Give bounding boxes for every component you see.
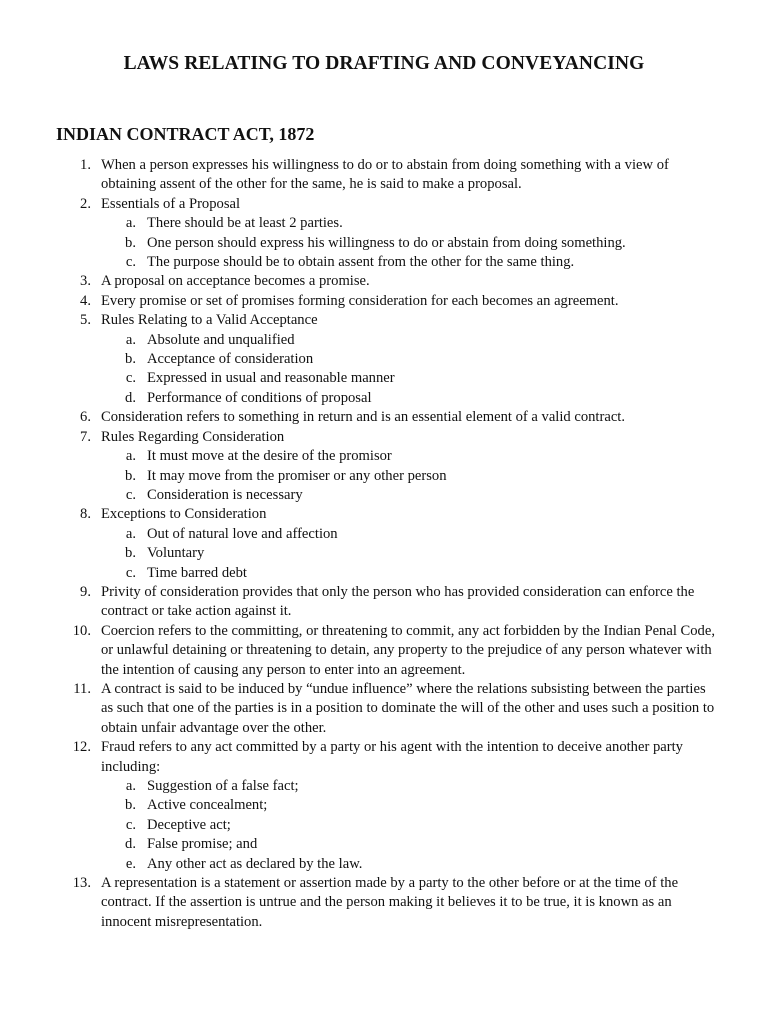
sub-item-text: Acceptance of consideration (147, 351, 314, 368)
sub-item-text: Expressed in usual and reasonable manner (147, 370, 395, 387)
item-text: A proposal on acceptance becomes a promise. (101, 273, 370, 290)
sub-list-item (101, 564, 716, 583)
list-item (0, 272, 768, 291)
sub-item-letter: b. (125, 234, 136, 251)
item-number: 11. (73, 680, 91, 697)
list-item (0, 680, 768, 738)
sub-list-item (101, 253, 716, 272)
sub-item-text: Deceptive act; (147, 816, 231, 833)
sub-item-text: Performance of conditions of proposal (147, 389, 372, 406)
list-item (0, 738, 768, 874)
sub-item-letter: a. (125, 448, 136, 465)
item-text: Essentials of a Proposal (101, 195, 241, 212)
list-item (0, 292, 768, 311)
sub-list (101, 447, 716, 505)
item-text: When a person expresses his willingness to do or to abstain from doing something with a view of obtaining assent of the other for the same, he is said to make a proposal. (101, 157, 669, 193)
sub-item-letter: c. (125, 564, 136, 581)
item-text: Consideration refers to something in return and is an essential element of a valid contract. (101, 409, 625, 426)
sub-list-item (101, 816, 716, 835)
sub-item-letter: b. (125, 797, 136, 814)
sub-list-item (101, 234, 716, 253)
item-text: Every promise or set of promises forming consideration for each becomes an agreement. (101, 292, 619, 309)
sub-list (101, 214, 716, 272)
sub-item-letter: d. (125, 389, 136, 406)
section-heading: INDIAN CONTRACT ACT, 1872 (56, 124, 315, 144)
sub-item-text: The purpose should be to obtain assent from the other for the same thing. (147, 254, 575, 271)
sub-item-text: One person should express his willingness to do or abstain from doing something. (147, 234, 626, 251)
list-item (0, 583, 768, 622)
item-number: 10. (72, 622, 91, 639)
item-number: 12. (72, 739, 91, 756)
sub-item-letter: e. (125, 855, 136, 872)
sub-item-text: Out of natural love and affection (147, 525, 338, 542)
sub-list-item (101, 447, 716, 466)
item-number: 6. (80, 409, 91, 426)
item-number: 5. (80, 312, 91, 329)
sub-list-item (101, 369, 716, 388)
sub-list-item (101, 796, 716, 815)
item-number: 9. (80, 583, 91, 600)
sub-item-text: Suggestion of a false fact; (147, 778, 299, 794)
sub-list (101, 525, 716, 583)
sub-item-letter: a. (125, 778, 136, 794)
sub-list-item (101, 777, 716, 796)
list-item (0, 622, 768, 680)
sub-item-text: Active concealment; (147, 797, 268, 814)
item-text: Fraud refers to any act committed by a party or his agent with the intention to deceive another party including: (101, 739, 683, 775)
sub-item-text: Absolute and unqualified (147, 331, 295, 348)
item-number: 13. (72, 875, 91, 892)
sub-item-text: False promise; and (147, 836, 258, 853)
item-number: 7. (80, 428, 91, 445)
item-text: A representation is a statement or assertion made by a party to the other before or at the time of the contract. If the assertion is untrue and the person making it believes it to be true, it is known as an innocent misrepresentation. (101, 875, 679, 930)
sub-item-letter: c. (125, 370, 136, 387)
item-number: 8. (80, 506, 91, 523)
sub-list-item (101, 486, 716, 505)
sub-list-item (101, 544, 716, 563)
item-number: 3. (80, 273, 91, 290)
sub-item-letter: c. (125, 486, 136, 503)
sub-item-letter: b. (125, 467, 136, 484)
item-text: Coercion refers to the committing, or threatening to commit, any act forbidden by the Indian Penal Code, or unlawful detaining or threatening to detain, any property to the prejudice of any person whatever with the intention of causing any person to enter into an agreement. (101, 622, 715, 678)
sub-list-item (101, 389, 716, 408)
item-text: Rules Regarding Consideration (101, 428, 285, 445)
sub-item-text: It must move at the desire of the promisor (147, 448, 392, 465)
numbered-list (0, 156, 768, 932)
item-number: 1. (80, 157, 91, 173)
item-text: Exceptions to Consideration (101, 506, 267, 523)
list-item (0, 874, 768, 932)
item-text: A contract is said to be induced by “undue influence” where the relations subsisting between the parties as such that one of the parties is in a position to dominate the will of the other and uses such a position to obtain unfair advantage over the other. (101, 680, 715, 736)
sub-item-text: There should be at least 2 parties. (147, 215, 343, 232)
sub-item-letter: b. (125, 545, 136, 562)
sub-list (101, 331, 716, 409)
sub-item-letter: a. (125, 331, 136, 348)
sub-item-letter: d. (125, 836, 136, 853)
sub-list-item (101, 835, 716, 854)
list-item (0, 505, 768, 583)
sub-list-item (101, 331, 716, 350)
sub-item-text: Any other act as declared by the law. (147, 855, 363, 872)
item-text: Rules Relating to a Valid Acceptance (101, 312, 318, 329)
sub-list-item (101, 467, 716, 486)
sub-item-text: Time barred debt (147, 564, 247, 581)
item-text: Privity of consideration provides that only the person who has provided consideration can enforce the contract or take action against it. (101, 583, 695, 620)
list-item (0, 195, 768, 273)
sub-item-text: Voluntary (147, 545, 205, 562)
sub-list (101, 777, 716, 874)
sub-item-text: Consideration is necessary (147, 486, 303, 503)
sub-item-letter: c. (125, 816, 136, 833)
sub-item-letter: b. (125, 351, 136, 368)
list-item (0, 156, 768, 195)
sub-list-item (101, 350, 716, 369)
item-number: 2. (80, 195, 91, 212)
sub-list-item (101, 525, 716, 544)
sub-item-letter: a. (125, 215, 136, 232)
sub-list-item (101, 855, 716, 874)
list-item (0, 408, 768, 427)
list-item (0, 311, 768, 408)
document-title: LAWS RELATING TO DRAFTING AND CONVEYANCING (123, 53, 645, 74)
sub-item-letter: a. (125, 525, 136, 542)
sub-item-text: It may move from the promiser or any other person (147, 467, 447, 484)
sub-item-letter: c. (125, 254, 136, 271)
item-number: 4. (80, 292, 91, 309)
sub-list-item (101, 214, 716, 233)
list-item (0, 428, 768, 506)
